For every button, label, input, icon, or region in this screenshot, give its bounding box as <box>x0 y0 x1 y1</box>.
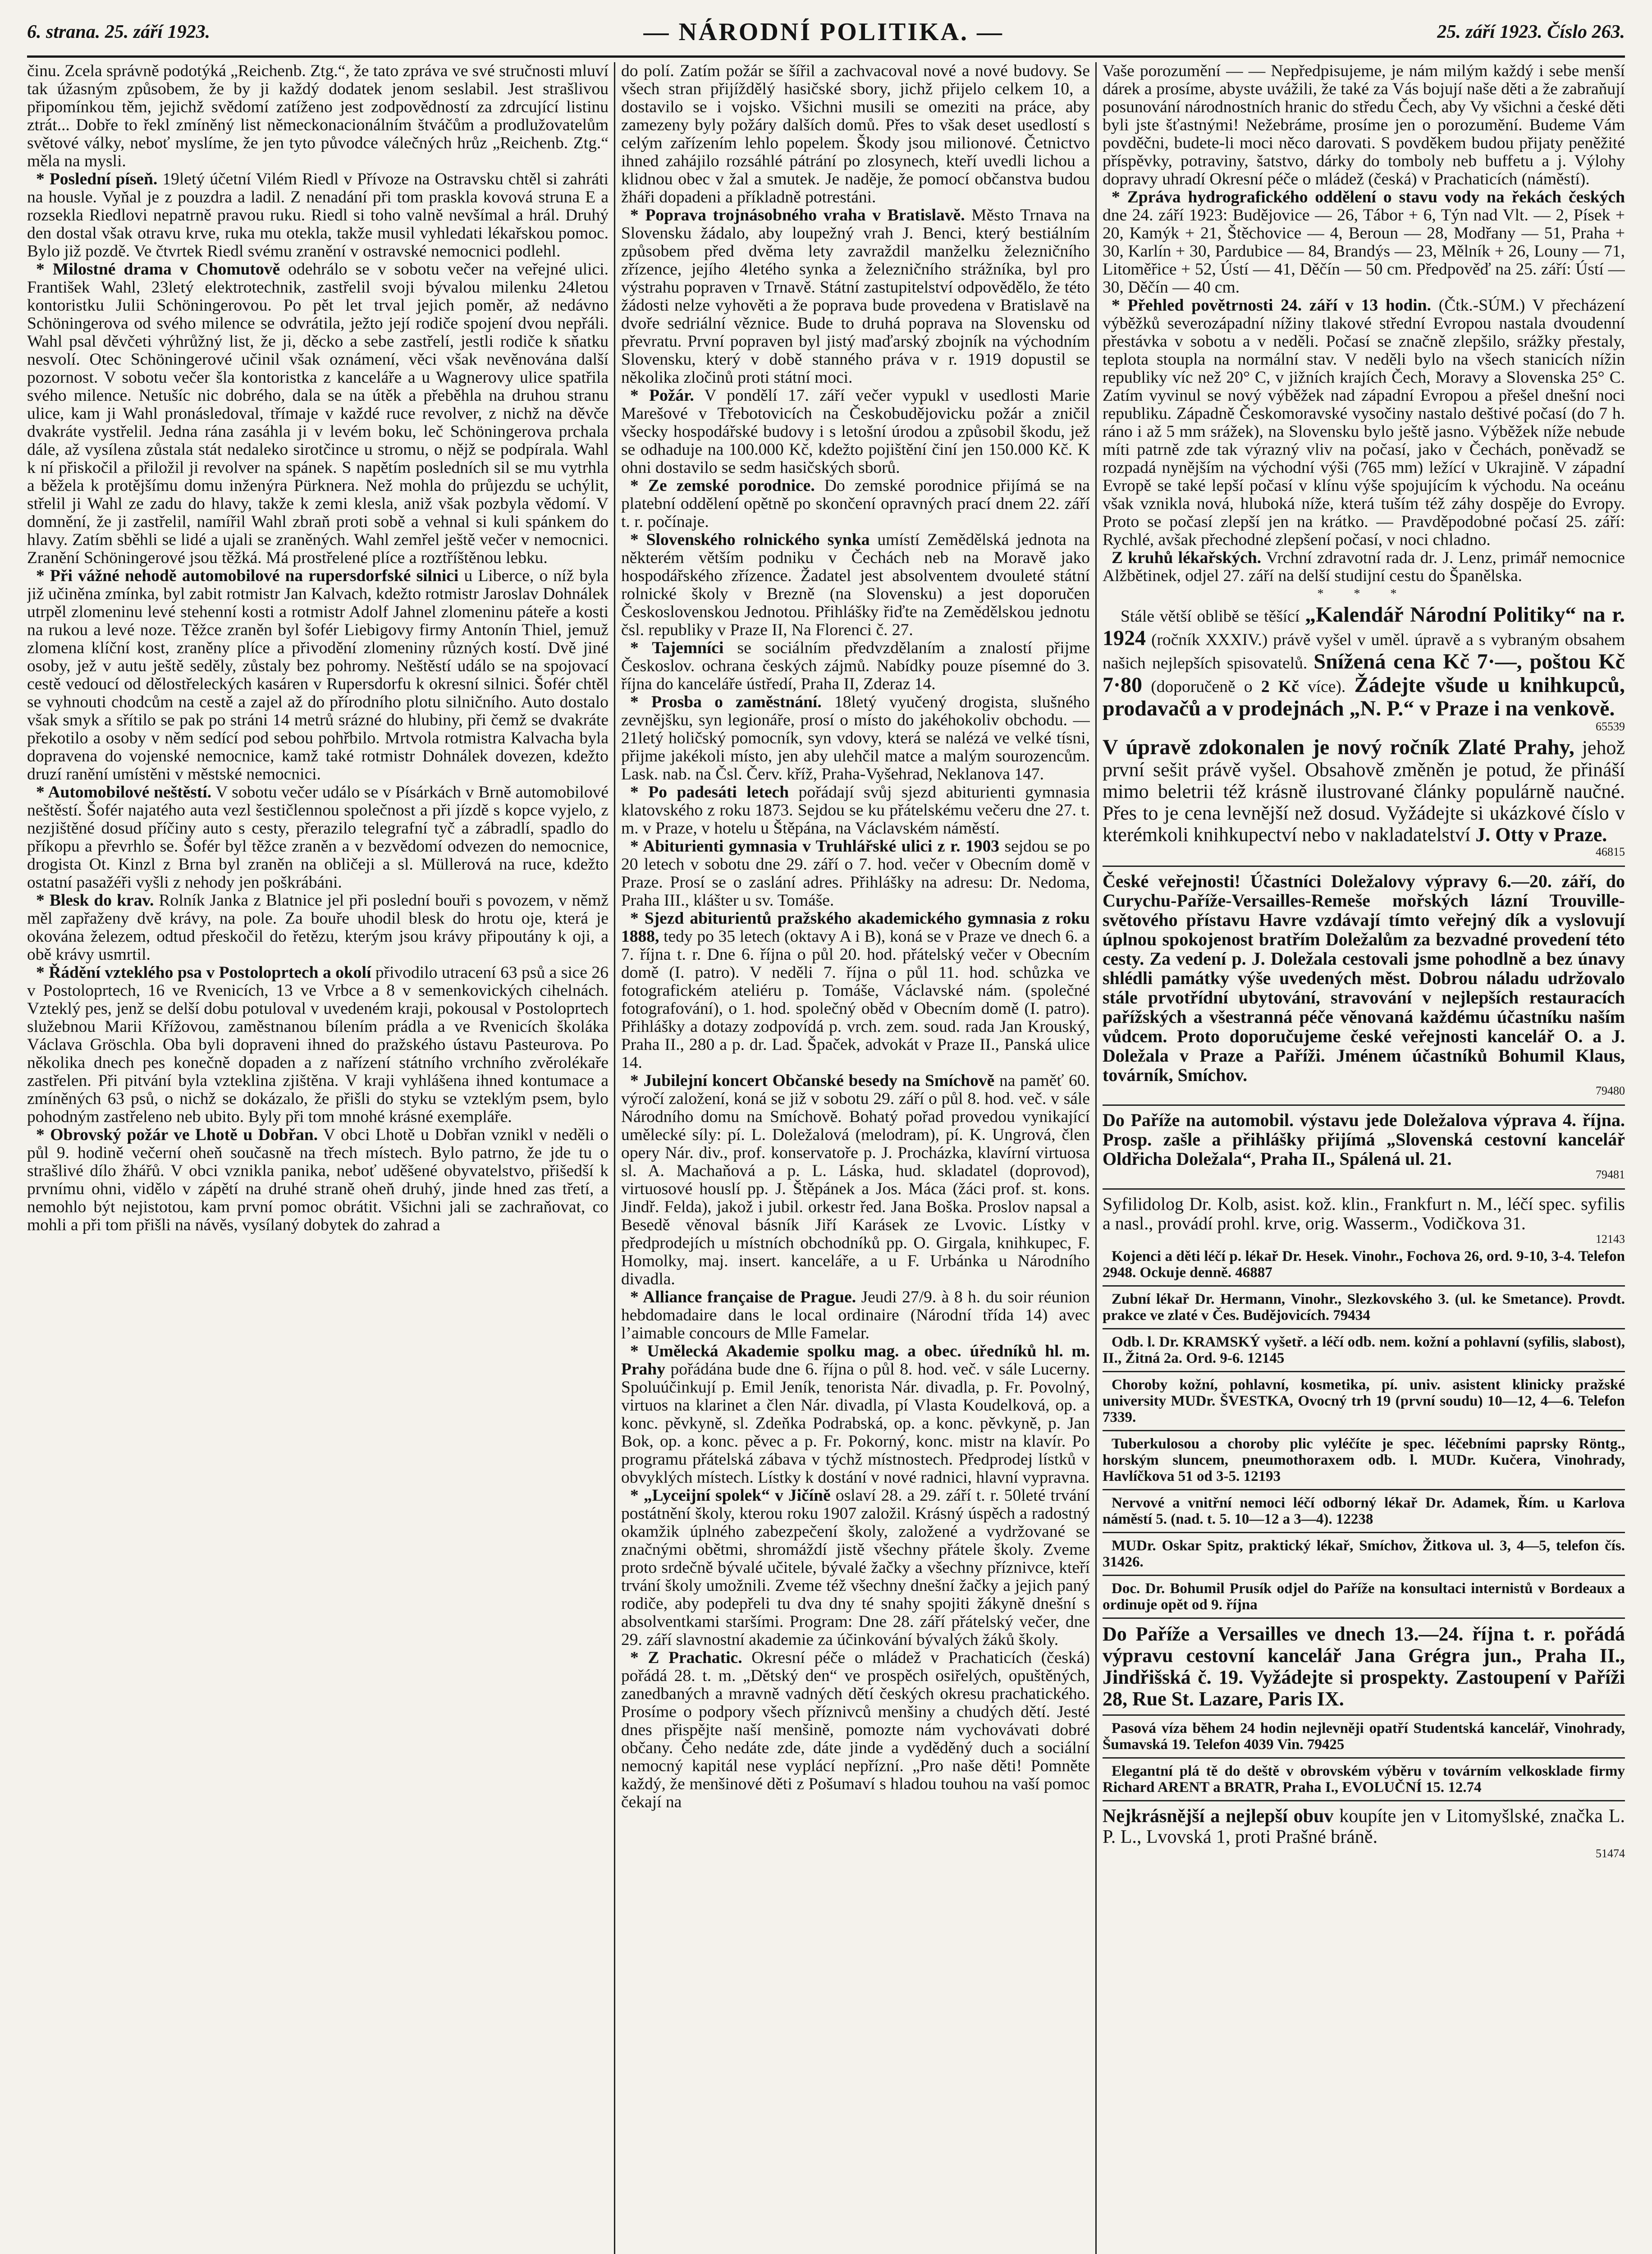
ad-text: (doporučeně o <box>1142 678 1261 696</box>
news-headline: * Prosba o zaměstnání. <box>630 693 822 711</box>
column-divider <box>614 62 615 2254</box>
ad-separator <box>1103 1757 1625 1759</box>
news-item <box>1103 62 1625 188</box>
ad-separator <box>1103 1328 1625 1329</box>
column-3-news <box>1103 62 1625 585</box>
news-text: pořádána bude dne 6. října o půl 8. hod. več. v sále Lucerny. Spoluúčinkují p. Emil Jeník, tenorista Nár. divadla, p. Fr. Povolný, virtuos na klarinet a člen Nár. divadla, pí Vlasta Koudelková, op. a konc. pěvkyně, sl. Zdeňka Podrabská, op. a konc. pěvkyně, p. Jan Bok, op. a konc. pěvec a p. Fr. Pokorný, konc. mistr na klavír. Po programu přátelská zábava v týchž místnostech. Předprodej lístků v obvyklých místech. Lístky k dostání v nové radnici, hlavní vypravna. <box>621 1360 1090 1487</box>
newspaper-masthead: — NÁRODNÍ POLITIKA. — <box>643 18 1004 46</box>
news-text: Okresní péče o mládež v Prachaticích (česká) pořádá 28. t. m. „Dětský den“ ve prospěch osiřelých, opuštěných, zanedbaných a mravně vadných dětí českých okresu prachatického. Prosíme o podpory všech příznivců menšiny a chudých dětí. Jesté dnes přispějte naší menšině, pomozte nám vychovávati dobré občany. Čeho nedáte zde, dáte jinde a vyděděný duch a sociální nemocný kapitál nese vyplácí nepřízní. „Pro naše děti! Pomněte každý, že menšinové děti z Pošumaví s hladou touhou na vaší pomoc čekají na <box>621 1649 1090 1811</box>
ad-text: Do Paříže na automobil. výstavu jede Doležalova výprava 4. října. Prosp. zašle a přihlášky přijímá „Slovenská cestovní kancelář Oldřicha Doležala“, Praha II., Spálená ul. 21. <box>1103 1110 1625 1169</box>
news-headline: * Tajemníci <box>630 639 724 657</box>
news-item <box>621 693 1090 783</box>
news-text: Město Trnava na Slovensku žádalo, aby loupežný vrah J. Benci, který bestiálním způsobem před dvěma lety zavraždil manželku železničního zřízence, jejího 4letého synka a železničního strážníka, byl pro výstrahu popraven v Trnavě. Státní zastupitelství odpovědělo, že této žádosti nelze vyhověti a že poprava bude provedena v Bratislavě na dvoře sedriální věznice. Bude to druhá poprava na Slovensku od převratu. První popraven byl jistý maďarský zbojník na východním Slovensku, který v době stanného práva v r. 1919 dopustil se několika zločinů proti státní moci. <box>621 206 1090 387</box>
news-item <box>621 387 1090 477</box>
news-text: Vrchní zdravotní rada dr. J. Lenz, primář nemocnice Alžbětinek, odjel 27. září na delší studijní cestu do Španělska. <box>1103 549 1625 585</box>
news-text: odehrálo se v sobotu večer na veřejné ulici. František Wahl, 23letý elektrotechnik, zastřelil svoji bývalou milenku 24letou kontoristku Julii Schöningerovou. Po pět let trval jejich poměr, až nedávno Schöningerova od svého milence se odvrátila, ježto její rodiče spojení dvou nepřáli. Wahl psal děvčeti výhrůžný list, že ji, děcko a sebe zastřelí, jestli rodiče k sňatku nesvolí. Otec Schöningerové učinil však oznámení, věci však nevěnována další pozornost. V sobotu večer šla kontoristka z kanceláře a u Wagnerovy ulice spatřila svého milence. Netušíc nic dobrého, dala se na útěk a přeběhla na druhou stranu ulice, kam ji Wahl pronásledoval, třímaje v každé ruce revolver, z nichž na děvče dvakráte vystřelil. Jedna rána zasáhla ji v levém boku, leč Schöningerova prchala dále, až vysílena zůstala stát nedaleko sirotčince u stromu, o nějž se podpírala. Wahl k ní přiskočil a přiložil ji revolver na spánek. S napětím posledních sil se mu vytrhla a běžela k protějšímu domu inženýra Pürknera. Než mohla do průjezdu se uchýlit, střelil ji Wahl ze zadu do hlavy, takže k zemi klesla, aniž však pozbyla vědomí. V domnění, že ji zastřelil, namířil Wahl zbraň proti sobě a vehnal si kuli spánkem do hlavy. Zatím sběhli se lidé a ujali se zraněných. Wahl zemřel ještě večer v nemocnici. Zranění Schöningerové jsou těžká. Má prostřelené plíce a roztříštěnou lebku. <box>27 260 609 567</box>
news-text: činu. Zcela správně podotýká „Reichenb. Ztg.“, že tato zpráva ve své stručnosti mluví tak úžasným způsobem, že by ji každý dodatek jenom seslabil. Jest strašlivou připomínkou těm, jejichž svědomí zatíženo jest zodpovědností za zdrcující listinu ztrát... Dobře to řekl zmíněný list německonacionálním štváčům a prodlužovatelům světové války, neboť myslíme, že jen tyto původce válečných hrůz „Reichenb. Ztg.“ měla na mysli. <box>27 62 609 170</box>
news-item <box>621 1288 1090 1342</box>
news-item <box>621 477 1090 531</box>
news-item <box>27 62 609 170</box>
news-text: 18letý vyučený drogista, slušného zevnějšku, syn legionáře, prosí o místo do jakéhokoliv obchodu. — 21letý holičský pomocník, syn vdovy, která se nalézá ve velké tísni, přijme jakékoli místo, jen aby ulehčil matce a malým sourozencům. Lask. nab. na Čsl. Červ. kříž, Praha-Vyšehrad, Neklanova 147. <box>621 693 1090 783</box>
separator-stars: * * * <box>1317 587 1410 601</box>
news-item <box>27 567 609 783</box>
ad-number: 79481 <box>1596 1168 1625 1181</box>
news-item <box>621 910 1090 1072</box>
news-item <box>621 639 1090 693</box>
news-text: přivodilo utracení 63 psů a sice 26 v Postoloprtech, 16 ve Rvenicích, 13 ve Vrbce a 8 v semenkovických cihelnách. Vzteklý pes, jenž se delší dobu potuloval v uvedeném kraji, pokousal v Postoloprtech služebnou Marii Křížovou, zaměstnanou bílením prádla a ve Rvenicích školáka Václava Gröschla. Oba byli dopraveni ihned do pražského ústavu Pasteurova. Po několika dnech pes konečně dopaden a z nařízení státního vrchního zvěrolékaře zastřelen. Při pitvání byla vzteklina zjištěna. V kraji vyhlášena ihned kontumace a zmíněných 63 psů, o nichž se dokázalo, že přišli do styku se vzteklým psem, bylo pohodným zastřeleno neb ubito. Byly při tom mnohé krásné exempláře. <box>27 963 609 1126</box>
ad-text-bold: 2 Kč <box>1261 678 1299 696</box>
ad-title: V úpravě zdokonalen je nový ročník Zlaté Prahy, <box>1103 735 1574 759</box>
news-headline: * Sjezd abiturientů pražského akademického gymnasia z roku 1888, <box>621 909 1090 946</box>
ad-title: „Kalendář Národní Politiky“ na r. 1924 <box>1103 603 1625 650</box>
news-text: sejdou se po 20 letech v sobotu dne 29. září o 7. hod. večer v Obecním domě v Praze. Prosí se o zaslání adres. Přihlášky na adresu: Dr. Nedoma, Praha III., klášter u sv. Tomáše. <box>621 837 1090 910</box>
ad-price: Snížená cena Kč 7·—, poštou Kč 7·80 <box>1103 650 1625 697</box>
news-text: do polí. Zatím požár se šířil a zachvacoval nové a nové budovy. Se všech stran přijíždělý hasičské sbory, jichž přijelo celkem 10, a dostavilo se i vojsko. Všichni musili se omeziti na práce, aby zamezeny byly požáry dalších domů. Přes to však deset usedlostí s celým zařízením lehlo popelem. Škody jsou milionové. Četnictvo ihned zahájilo rozsáhlé pátrání po zlosynech, kteří uvedli lichou a klidnou obec v žal a smutek. Je naděje, že pomocí občanstva budou žháři dopadeni a příkladně potrestáni. <box>621 62 1090 206</box>
news-item <box>27 261 609 567</box>
news-text: na paměť 60. výročí založení, koná se již v sobotu 29. září o půl 8. hod. več. v sále Národního domu na Smíchově. Bohatý pořad provedou vynikající umělecké síly: pí. L. Doležalová (melodram), pí. K. Ungrová, člen opery Nár. div., prof. konservatoře p. J. Procházka, klavírní virtuosa sl. A. Machaňová a p. L. Láska, hud. skladatel (doprovod), virtuosové houslí pp. J. Štěpánek a Jos. Máca (žáci prof. st. kons. Jindř. Felda), jakož i jubil. orkestr řed. Jana Boška. Proslov napsal a Besedě věnoval básník Jiří Karásek ze Lvovic. Lístky v předprodejích u místních obchodníků pp. O. Girgala, knihkupec, F. Homolky, maj. insert. kanceláře, a u F. Urbánka u Národního divadla. <box>621 1072 1090 1288</box>
ad-zlata-praha <box>1103 736 1625 861</box>
column-divider <box>1095 62 1097 2254</box>
news-headline: * Obrovský požár ve Lhotě u Dobřan. <box>36 1126 318 1144</box>
ad-text: jehož první sešit právě vyšel. Obsahově změněn je potud, že přináší mimo beletrii též krásně ilustrované články populárně naučné. Přes to je cena levnější než dosud. Vyžádejte si ukázkové číslo v kterémkoli knihkupectví nebo v nakladatelství <box>1103 737 1625 846</box>
ad-number: 79480 <box>1596 1084 1625 1097</box>
news-headline: * „Lyceijní spolek“ v Jičíně <box>630 1486 831 1505</box>
ad-text: Do Paříže a Versailles ve dnech 13.—24. října t. r. pořádá výpravu cestovní kancelář Jana Grégra jun., Praha II., Jindřišská č. 19. Vyžádejte si prospekty. Zastoupení v Paříži 28, Rue St. Lazare, Paris IX. <box>1103 1623 1625 1710</box>
news-headline: * Po padesáti letech <box>630 783 789 802</box>
ad-separator <box>1103 1104 1625 1106</box>
small-ad: Nervové a vnitřní nemoci léčí odborný lékař Dr. Adamek, Řím. u Karlova náměstí 5. (nad. t. 5. 10—12 a 3—4). 12238 <box>1103 1495 1625 1527</box>
ad-separator <box>1103 1489 1625 1490</box>
news-text: se sociálním předvzdělaním a znalostí přijme Českoslov. ochrana českých zájmů. Nabídky pouze písemné do 3. října do kanceláře ústředí, Praha II, Zderaz 14. <box>621 639 1090 693</box>
news-headline: * Z Prachatic. <box>630 1649 742 1667</box>
ad-versailles <box>1103 1623 1625 1710</box>
column-2 <box>621 62 1090 2254</box>
ad-text: Syfilidolog Dr. Kolb, asist. kož. klin., Frankfurt n. M., léčí spec. syfilis a nasl., provádí prohl. krve, orig. Wasserm., Vodičkova 31. <box>1103 1194 1625 1233</box>
news-text: 19letý účetní Vilém Riedl v Přívoze na Ostravsku chtěl si zahráti na housle. Vyňal je z pouzdra a ladil. Z nenadání při tom praskla kovová struna E a rozsekla Riedlovi nepatrně pravou ruku. Riedl si toho valně nevšímal a hrál. Druhý den dostal však otravu krve, ruka mu otekla, takže musil vyhledati lékařskou pomoc. Bylo již pozdě. Ve čtvrtek Riedl svému zranění v ostravské nemocnici podlehl. <box>27 170 609 261</box>
news-headline: * Požár. <box>630 386 694 405</box>
news-headline: * Milostné drama v Chomutově <box>36 260 280 279</box>
small-ad: Kojenci a děti léčí p. lékař Dr. Hesek. Vinohr., Fochova 26, ord. 9-10, 3-4. Telefon 2948. Ockuje denně. 46887 <box>1103 1248 1625 1281</box>
news-item <box>621 838 1090 910</box>
ad-text: více). <box>1299 678 1355 696</box>
news-item <box>621 1072 1090 1288</box>
news-item <box>27 964 609 1126</box>
news-headline: * Abiturienti gymnasia v Truhlářské ulici z r. 1903 <box>630 837 1000 856</box>
news-headline: * Zpráva hydrografického oddělení o stavu vody na řekách českých <box>1112 188 1625 206</box>
news-item <box>621 206 1090 387</box>
ad-number: 51474 <box>1596 1847 1625 1860</box>
news-text: (Čtk.-SÚM.) V přecházení výběžků severozápadní nížiny tlakové střední Evropou nastala dvoudenní přestávka v sobotu a v neděli. Počasí se značně zlepšilo, srážky přestaly, teplota stoupla na normální stav. V neděli bylo na všech stanicích nížin republiky víc než 20° C, v jižních krajích Čech, Moravy a Slovenska 25° C. Zatím vyvinul se nový výběžek nad západní Evropou a přešel dnešní noci republiku. Západně Českomoravské vysočiny nastalo deštivé počasí (do 7 h. ráno i až 5 mm srážek), na Slovensku bylo ještě jasno. Výběžek níže nebude míti patrně zde tak výrazný vliv na počasí, jako v Čechách, poněvadž se rozpadá nynějším na východní výši (765 mm) ležící v Ukrajině. V západní Evropě se také lepší počasí v klínu výše spojujícím k východu. Na oceánu však vznikla nová, hluboká níže, která tuším též záhy dospěje do Evropy. Proto se počasí zlepší jen na krátko. — Pravděpodobné počasí 25. září: Rychlé, avšak přechodné zlepšení počasí, v noci chladno. <box>1103 296 1625 549</box>
small-ad: MUDr. Oskar Spitz, praktický lékař, Smíchov, Žitkova ul. 3, 4—5, telefon čís. 31426. <box>1103 1538 1625 1570</box>
news-text: pořádají svůj sjezd abiturienti gymnasia klatovského z roku 1873. Sejdou se ku přátelskému večeru dne 27. t. m. v Praze, v hotelu u Štěpána, na Václavském náměstí. <box>621 783 1090 838</box>
ad-separator <box>1103 1575 1625 1576</box>
news-item <box>621 783 1090 838</box>
small-ads-list-2 <box>1103 1720 1625 1801</box>
small-ads-list <box>1103 1248 1625 1619</box>
ad-separator <box>1103 866 1625 867</box>
page-header <box>27 8 1625 58</box>
ad-kalendar <box>1103 603 1625 736</box>
news-headline: * Slovenského rolnického synka <box>630 531 870 549</box>
ad-separator <box>1103 1532 1625 1533</box>
ad-separator <box>1103 1188 1625 1190</box>
small-ad: Choroby kožní, pohlavní, kosmetika, pí. univ. asistent klinicky pražské university MUDr. ŠVESTKA, Ovocný trh 19 (první soudu) 10—12, 4—6. Telefon 7339. <box>1103 1377 1625 1425</box>
news-item <box>1103 188 1625 297</box>
small-ad: Zubní lékař Dr. Hermann, Vinohr., Slezkovského 3. (ul. ke Smetance). Provdt. prakce ve zlaté v Čes. Budějovicích. 79434 <box>1103 1291 1625 1324</box>
news-headline: * Automobilové neštěstí. <box>36 783 212 802</box>
column-1 <box>27 62 609 2254</box>
news-text: oslaví 28. a 29. září t. r. 50leté trvání postátnění školy, kterou roku 1907 založil. Krásný úspěch a radostný okamžik úplného zabezpečení školy, založené a vydržované se značnými obětmi, shromáždí jistě všechny přátele školy. Zveme proto srdečně bývalé učitele, bývalé žačky a všechny příznivce, kteří trvání školy umožnili. Zveme též všechny dnešní žačky a jejich paný rodiče, aby podepřeli tu dva dny té snahy spojiti žákyně dnešní s absolventkami staršími. Program: Dne 28. září přátelský večer, dne 29. září slavnostní akademie za účinkování bývalých žáků školy. <box>621 1486 1090 1649</box>
news-text: Jeudi 27/9. à 8 h. du soir réunion hebdomadaire dans le local ordinaire (Národní třída 14) avec l’aimable concours de Mlle Famelar. <box>621 1288 1090 1342</box>
news-text: Do zemské porodnice přijímá se na platební oddělení opětně po skončení opravných prací dnem 22. září t. r. počínaje. <box>621 476 1090 531</box>
news-text: Vaše porozumění — — Nepředpisujeme, je nám milým každý i sebe menší dárek a prosíme, abyste uvážili, že také za Vás bojují naše děti a že zabraňují posunování národnostních hranic do středu Čech, aby Vy všichni a české děti byli jste šťastnými! Nežebráme, prosíme jen o porozumění. Budeme Vám povděčni, budete-li moci něco darovati. S povděkem budou přijaty peněžité příspěvky, potraviny, šatstvo, dárky do tomboly neb buffetu a j. Výlohy dopravy uhradí Okresní péče o mládež (česká) v Prachaticích (náměstí). <box>1103 62 1625 188</box>
ad-separator <box>1103 1285 1625 1287</box>
ad-callout: Žádejte všude u knihkupců, prodavačů a v prodejnách „N. P.“ v Praze i na venkově. <box>1103 673 1625 720</box>
news-headline: * Jubilejní koncert Občanské besedy na Smíchově <box>630 1072 995 1090</box>
small-ad: Doc. Dr. Bohumil Prusík odjel do Paříže na konsultaci internistů v Bordeaux a ordinuje opět od 9. října <box>1103 1581 1625 1613</box>
ad-title: Nejkrásnější a nejlepší obuv <box>1103 1806 1334 1827</box>
news-headline: * Řádění vzteklého psa v Postoloprtech a okolí <box>36 963 371 982</box>
ad-separator <box>1103 1371 1625 1372</box>
ad-text: Stále větší oblibě se těšící <box>1121 607 1305 626</box>
news-item <box>27 1126 609 1234</box>
news-headline: * Umělecká Akademie spolku mag. a obec. úředníků hl. m. Prahy <box>621 1342 1090 1379</box>
news-item <box>27 783 609 892</box>
ad-obuv <box>1103 1806 1625 1863</box>
news-headline: * Poprava trojnásobného vraha v Bratislavě. <box>630 206 965 224</box>
news-item <box>1103 549 1625 585</box>
news-text: umístí Zemědělská jednota na některém větším podniku v Čechách neb na Moravě jako hospodářského zřízence. Žadatel jest absolventem dvouleté státní rolnické školy v Brezně (na Slovensku) a jest doporučen Československou Jednotou. Přihlášky řiďte na Zemědělskou jednotu čsl. republiky v Praze II, Na Florenci č. 27. <box>621 531 1090 639</box>
small-ad: Elegantní plá tě do deště v obrovském výběru v továrním velkosklade firmy Richard ARENT a BRATR, Praha I., EVOLUČNÍ 15. 12.74 <box>1103 1763 1625 1796</box>
small-ad: Tuberkulosou a choroby plic vyléčíte je spec. léčebními paprsky Röntg., horským sluncem, pneumothoraxem odb. l. MUDr. Kučera, Vinohrady, Havlíčkova 51 od 3-5. 12193 <box>1103 1436 1625 1484</box>
ad-separator <box>1103 1430 1625 1431</box>
news-headline: * Při vážné nehodě automobilové na rupersdorfské silnici <box>36 567 459 585</box>
ad-separator <box>1103 1714 1625 1716</box>
ad-text: (ročník XXXIV.) právě vyšel v uměl. úpravě a s vybraným obsahem našich nejlepších spisovatelů. <box>1103 631 1625 673</box>
ad-number: 12143 <box>1596 1232 1625 1246</box>
news-headline: * Alliance française de Prague. <box>630 1288 856 1306</box>
news-headline: * Přehled povětrnosti 24. září v 13 hodin. <box>1112 296 1431 315</box>
ad-text: České veřejnosti! Účastníci Doležalovy výpravy 6.—20. září, do Curychu-Paříže-Versailles-Remeše mořských lázní Trouville-světového přístavu Havre vzdávají tímto veřejný dík a vyslovují úplnou spokojenost bratřím Doležalům za bezvadné provedení této cesty. Za vedení p. J. Doležala cestovali jsme pohodlně a bez únavy shlédli památky výše uvedených měst. Dobrou náladu udržovalo stále prvotřídní ubytování, stravování v nejlepších restauracích pařížských a všestranná péče věnovaná každému účastníku naším vůdcem. Proto doporučujeme české veřejnosti kancelář O. a J. Doležala v Praze a Paříži. Jménem účastníků Bohumil Klaus, továrník, Smíchov. <box>1103 871 1625 1085</box>
issue-date-number: 25. září 1923. Číslo 263. <box>1437 21 1625 42</box>
news-item <box>27 892 609 964</box>
news-headline: * Poslední píseň. <box>36 170 158 188</box>
news-text: V sobotu večer událo se v Písárkách v Brně automobilové neštěstí. Šofér najatého auta vezl šestičlennou společnost a při jízdě s kopce vyjelo, z nezjištěné dosud příčiny auto s cesty, přerazilo telegrafní tyč a zábradlí, spadlo do příkopu a převrhlo se. Šofér byl těžce zraněn a v bezvědomí odvezen do nemocnice, drogista Ot. Kinzl z Brna byl zraněn na obličeji a sl. Müllerová na ruce, kdežto ostatní pasažéři vyšli z nehody jen poškrábáni. <box>27 783 609 892</box>
ad-text-bold: J. Otty v Praze. <box>1475 824 1607 846</box>
news-headline: * Blesk do krav. <box>36 891 154 910</box>
small-ad: Pasová víza během 24 hodin nejlevněji opatří Studentská kancelář, Vinohrady, Šumavská 19. Telefon 4039 Vin. 79425 <box>1103 1720 1625 1753</box>
column-3 <box>1103 62 1625 2254</box>
news-item <box>1103 297 1625 549</box>
news-item <box>621 1649 1090 1811</box>
news-item <box>621 1342 1090 1487</box>
page-number-date: 6. strana. 25. září 1923. <box>27 21 211 42</box>
ad-kolb <box>1103 1194 1625 1248</box>
news-text: u Liberce, o níž byla již učiněna zmínka, byl zabit rotmistr Jan Kalvach, kdežto rotmistr Jaroslav Dohnálek utrpěl zlomeninu levé stehenní kosti a rotmistr Adolf Jahnel zlomeninu páteře a kosti na rukou a levé noze. Těžce zraněn byl šofér Liebigovy firmy Antonín Thiel, jemuž zlomena klíční kost, zraněny plíce a přivodění zlomeniny různých kostí. Dvě jiné osoby, jež v autu ještě seděly, zůstaly bez pohromy. Neštěstí událo se na spojovací cestě vedoucí od dělostřeleckých kasáren v Rupersdorfu k okresní silnici. Šofér chtěl se vyhnouti chodcům na cestě a zajel až do přírodního plotu silničního. Auto dostalo však smyk a sřítilo se pak po stráni 14 metrů srázné do hlubiny, při čemž se dvakráte překotilo a osoby v něm sedící pod sebou pohřbilo. Mrtvola rotmistra Kalvacha byla dopravena do vojenské nemocnice, kamž také rotmistr Dohnálek dovezen, kdežto druzí ranění umístěni v městské nemocnici. <box>27 567 609 783</box>
news-text: tedy po 35 letech (oktavy A i B), koná se v Praze ve dnech 6. a 7. října t. r. Dne 6. října o půl 20. hod. přátelský večer v Obecním domě (I. patro). V neděli 7. října o půl 11. hod. schůzka ve fotografickém ateliéru p. Tomáše, Václavské nám. (společné fotografování), o 1. hod. společný oběd v Obecním domě (I. patro). Přihlášky a dotazy zodpovídá p. vrch. zem. soud. rada Jan Krouský, Praha II., 280 a p. dr. Lad. Špaček, advokát v Praze II., Panská ulice 14. <box>621 927 1090 1072</box>
ad-separator <box>1103 1617 1625 1619</box>
ad-separator <box>1103 1800 1625 1801</box>
news-item <box>621 62 1090 206</box>
news-text: V obci Lhotě u Dobřan vznikl v neděli o půl 9. hodině večerní oheň současně na třech místech. Bylo patrno, že jde tu o strašlivé dílo žhářů. V obci vznikla panika, neboť uděšené obyvatelstvo, přišedší k prvnímu ohni, vidělo v zápětí na druhé straně oheň druhý, jinde hned zas třetí, a nemohlo být nejistotou, kam první pomoc obrátit. Všichni jali se zachraňovat, co mohli a při tom přišli na návěs, vysílaný dobytek do zahrad a <box>27 1126 609 1234</box>
news-item <box>621 1487 1090 1649</box>
ad-text: koupíte jen v Litomyšlské, značka L. P. L., Lvovská 1, proti Prašné bráně. <box>1103 1806 1625 1847</box>
news-item <box>27 170 609 261</box>
small-ad: Odb. l. Dr. KRAMSKÝ vyšetř. a léčí odb. nem. kožní a pohlavní (syfilis, slabost), II., Žitná 2a. Ord. 9-6. 12145 <box>1103 1334 1625 1366</box>
news-item <box>621 531 1090 639</box>
ad-pariz-auto <box>1103 1110 1625 1184</box>
news-text: dne 24. září 1923: Budějovice — 26, Tábor + 6, Týn nad Vlt. — 2, Písek + 20, Kamýk + 21, Štěchovice — 4, Beroun — 28, Modřany — 51, Praha + 30, Karlín + 30, Pardubice — 84, Brandýs — 23, Mělník + 26, Louny — 71, Litoměřice + 52, Ústí — 41, Děčín — 50 cm. Předpověď na 25. září: Ústí — 30, Děčín — 40 cm. <box>1103 206 1625 297</box>
ad-number: 65539 <box>1596 720 1625 733</box>
news-text: Rolník Janka z Blatnice jel při poslední bouři s povozem, v němž měl zapřaženy dvě krávy, na pole. Za bouře uhodil blesk do hrotu oje, která je okována železem, odtud přeskočil do řetězu, kterým jsou krávy připoutány k oji, a obě krávy usmrtil. <box>27 891 609 964</box>
news-headline: * Ze zemské porodnice. <box>630 476 815 495</box>
ad-number: 46815 <box>1596 845 1625 858</box>
ad-ceske-verejnosti <box>1103 871 1625 1100</box>
news-text: V pondělí 17. září večer vypukl v usedlosti Marie Marešové v Třebotovicích na Českobudějovicku požár a zničil všecky hospodářské budovy i s letošní úrodou a způsobil škodu, jež se odhaduje na 100.000 Kč, kdežto pojištění činí jen 150.000 Kč. K ohni dostavilo se sedm hasičských sborů. <box>621 386 1090 477</box>
news-headline: Z kruhů lékařských. <box>1112 549 1262 567</box>
